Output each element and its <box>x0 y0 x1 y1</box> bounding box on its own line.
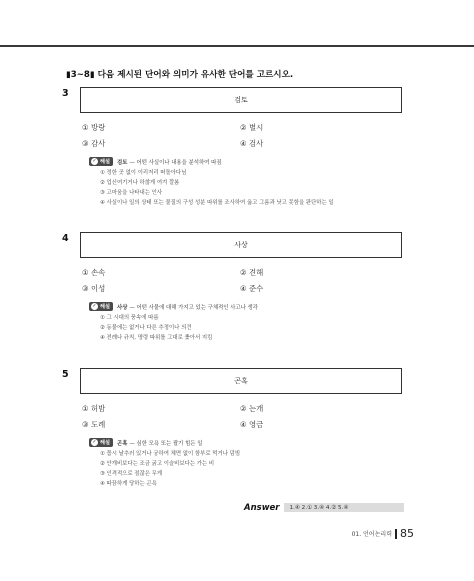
explanation-definition: — 어떤 사물에 대해 가지고 있는 구체적인 사고나 생각 <box>129 304 258 311</box>
explanation-definition: — 어떤 사실이나 내용을 분석하여 따짐 <box>129 159 222 166</box>
explanation-item: ① 정한 곳 없이 이리저리 떠돌아다님 <box>100 170 187 176</box>
explanation-word: 사상 <box>117 304 128 311</box>
answer-bar <box>244 502 404 513</box>
explanation <box>89 302 258 311</box>
question-number: 4 <box>62 233 69 244</box>
explanation <box>89 157 222 166</box>
option: ③ 이성 <box>82 284 106 293</box>
explanation <box>89 438 202 447</box>
page-number: 85 <box>400 527 414 540</box>
answer-label: Answer <box>244 502 280 513</box>
explanation-item: ④ 사실이나 일의 상태 또는 물질의 구성 성분 따위를 조사하여 옳고 그름과 낫고 못함을 판단하는 일 <box>100 200 334 206</box>
explanation-definition: — 심한 모욕 또는 괄기 힘든 일 <box>129 440 203 447</box>
explanation-word: 곤혹 <box>117 440 128 447</box>
word-box <box>80 368 402 394</box>
question-number: 5 <box>62 369 69 380</box>
chapter-label: 01. 언어논리력 <box>351 531 392 538</box>
option: ③ 도례 <box>82 420 106 429</box>
explanation-badge: ✓ 해설 <box>89 157 113 166</box>
explanation-item: ④ 전례나 규칙, 명령 따위를 그대로 좇아서 지킴 <box>100 335 213 341</box>
explanation-badge: ✓ 해설 <box>89 438 113 447</box>
word-box <box>80 232 402 258</box>
option: ① 방랑 <box>82 123 106 132</box>
explanation-item: ③ 고마움을 나타내는 인사 <box>100 190 163 196</box>
explanation-item: ③ 인격적으로 점잖은 무게 <box>100 471 163 477</box>
option: ④ 영금 <box>240 420 264 429</box>
option: ② 는개 <box>240 404 264 413</box>
explanation-item: ② 동물에는 없거나 다른 추정이나 의견 <box>100 325 192 331</box>
page-footer <box>352 527 414 540</box>
option: ② 견해 <box>240 268 264 277</box>
footer-divider <box>395 529 397 539</box>
option: ③ 감사 <box>82 139 106 148</box>
given-word: 사상 <box>234 241 248 249</box>
option: ④ 준수 <box>240 284 264 293</box>
option: ④ 검사 <box>240 139 264 148</box>
explanation-item: ② 안개비보다는 조금 굵고 이슬비보다는 가는 비 <box>100 461 215 467</box>
answer-key: 1.④ 2.① 3.④ 4.② 5.④ <box>284 503 405 512</box>
explanation-word: 검토 <box>117 159 128 166</box>
question-number: 3 <box>62 88 69 99</box>
check-icon: ✓ <box>92 439 97 445</box>
option: ① 허밤 <box>82 404 106 413</box>
check-icon: ✓ <box>92 158 97 164</box>
option: ① 손속 <box>82 268 106 277</box>
given-word: 곤혹 <box>234 377 248 385</box>
explanation-item: ① 몹시 날추러 있거나 궁하여 체면 없이 함부로 먹거나 덤빔 <box>100 451 241 457</box>
given-word: 검토 <box>234 96 248 104</box>
explanation-badge: ✓ 해설 <box>89 302 113 311</box>
word-box <box>80 87 402 113</box>
explanation-item: ① 그 시대의 풍속에 따름 <box>100 315 159 321</box>
explanation-item: ② 업신여기거나 하찮게 여겨 깔봄 <box>100 180 180 186</box>
top-rule <box>0 45 474 47</box>
option: ② 별시 <box>240 123 264 132</box>
section-heading: ▮3~8▮ 다음 제시된 단어와 의미가 유사한 단어를 고르시오. <box>66 70 294 80</box>
check-icon: ✓ <box>92 303 97 309</box>
explanation-item: ④ 따끔하게 당하는 곤욕 <box>100 481 157 487</box>
